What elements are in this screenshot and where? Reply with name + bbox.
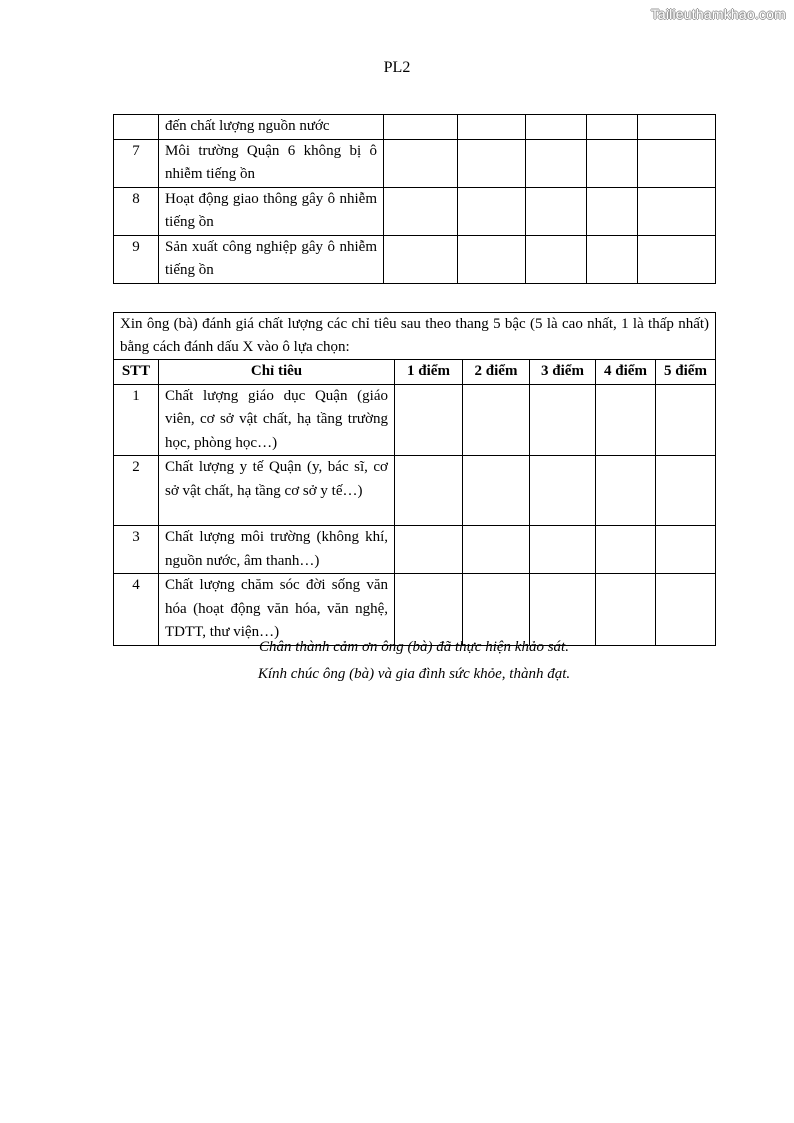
table-row (114, 456, 716, 526)
row-number: 3 (114, 526, 159, 574)
row-criteria: Chất lượng giáo dục Quận (giáo viên, cơ sở vật chất, hạ tầng trường học, phòng học…) (159, 384, 395, 456)
rating-cell[interactable] (384, 187, 458, 235)
table-row (114, 235, 716, 283)
row-number: 9 (114, 235, 159, 283)
row-criteria: Chất lượng môi trường (không khí, nguồn nước, âm thanh…) (159, 526, 395, 574)
quality-rating-table (113, 312, 716, 646)
score-cell[interactable] (596, 384, 656, 456)
score-cell[interactable] (530, 456, 596, 526)
score-cell[interactable] (395, 574, 463, 646)
rating-cell[interactable] (526, 115, 587, 140)
header-criteria: Chỉ tiêu (159, 360, 395, 385)
row-statement: đến chất lượng nguồn nước (159, 115, 384, 140)
rating-cell[interactable] (384, 139, 458, 187)
rating-cell[interactable] (638, 139, 716, 187)
header-score-4: 4 điểm (596, 360, 656, 385)
table-row (114, 384, 716, 456)
rating-cell[interactable] (638, 235, 716, 283)
score-cell[interactable] (530, 526, 596, 574)
row-statement: Hoạt động giao thông gây ô nhiễm tiếng ồn (159, 187, 384, 235)
header-score-5: 5 điểm (656, 360, 716, 385)
closing-thanks: Chân thành cảm ơn ông (bà) đã thực hiện khảo sát. (259, 639, 569, 655)
rating-cell[interactable] (587, 235, 638, 283)
rating-cell[interactable] (458, 187, 526, 235)
score-cell[interactable] (656, 384, 716, 456)
score-cell[interactable] (463, 456, 530, 526)
row-number: 7 (114, 139, 159, 187)
rating-cell[interactable] (587, 139, 638, 187)
rating-cell[interactable] (526, 187, 587, 235)
rating-cell[interactable] (384, 115, 458, 140)
rating-cell[interactable] (384, 235, 458, 283)
row-number: 4 (114, 574, 159, 646)
rating-cell[interactable] (587, 115, 638, 140)
score-cell[interactable] (395, 384, 463, 456)
page-label: PL2 (383, 59, 411, 76)
rating-cell[interactable] (638, 115, 716, 140)
row-criteria: Chất lượng y tế Quận (y, bác sĩ, cơ sở vật chất, hạ tầng cơ sở y tế…) (159, 456, 395, 526)
closing-wishes: Kính chúc ông (bà) và gia đình sức khỏe, thành đạt. (257, 666, 571, 682)
score-cell[interactable] (395, 526, 463, 574)
score-cell[interactable] (596, 456, 656, 526)
score-cell[interactable] (395, 456, 463, 526)
header-stt: STT (114, 360, 159, 385)
score-cell[interactable] (596, 574, 656, 646)
score-cell[interactable] (656, 574, 716, 646)
header-score-2: 2 điểm (463, 360, 530, 385)
instruction-text: Xin ông (bà) đánh giá chất lượng các chỉ tiêu sau theo thang 5 bậc (5 là cao nhất, 1 là thấp nhất) bằng cách đánh dấu X vào ô lựa chọn: (114, 313, 716, 360)
rating-cell[interactable] (526, 139, 587, 187)
rating-cell[interactable] (587, 187, 638, 235)
table-row (114, 187, 716, 235)
survey-table-continued (113, 114, 716, 284)
watermark: Tailieuthamkhao.com (650, 6, 786, 22)
rating-cell[interactable] (638, 187, 716, 235)
row-statement: Sản xuất công nghiệp gây ô nhiễm tiếng ồn (159, 235, 384, 283)
rating-cell[interactable] (458, 235, 526, 283)
row-number (114, 115, 159, 140)
score-cell[interactable] (463, 574, 530, 646)
row-statement: Môi trường Quận 6 không bị ô nhiễm tiếng ồn (159, 139, 384, 187)
rating-cell[interactable] (526, 235, 587, 283)
instruction-row (114, 313, 716, 360)
score-cell[interactable] (530, 574, 596, 646)
score-cell[interactable] (463, 526, 530, 574)
score-cell[interactable] (463, 384, 530, 456)
row-number: 8 (114, 187, 159, 235)
table-row (114, 115, 716, 140)
header-score-1: 1 điểm (395, 360, 463, 385)
score-cell[interactable] (530, 384, 596, 456)
table-row (114, 574, 716, 646)
row-criteria: Chất lượng chăm sóc đời sống văn hóa (hoạt động văn hóa, văn nghệ, TDTT, thư viện…) (159, 574, 395, 646)
score-cell[interactable] (656, 526, 716, 574)
score-cell[interactable] (656, 456, 716, 526)
table-row (114, 139, 716, 187)
table-row (114, 526, 716, 574)
row-number: 1 (114, 384, 159, 456)
score-cell[interactable] (596, 526, 656, 574)
header-score-3: 3 điểm (530, 360, 596, 385)
header-row (114, 360, 716, 385)
rating-cell[interactable] (458, 115, 526, 140)
rating-cell[interactable] (458, 139, 526, 187)
row-number: 2 (114, 456, 159, 526)
